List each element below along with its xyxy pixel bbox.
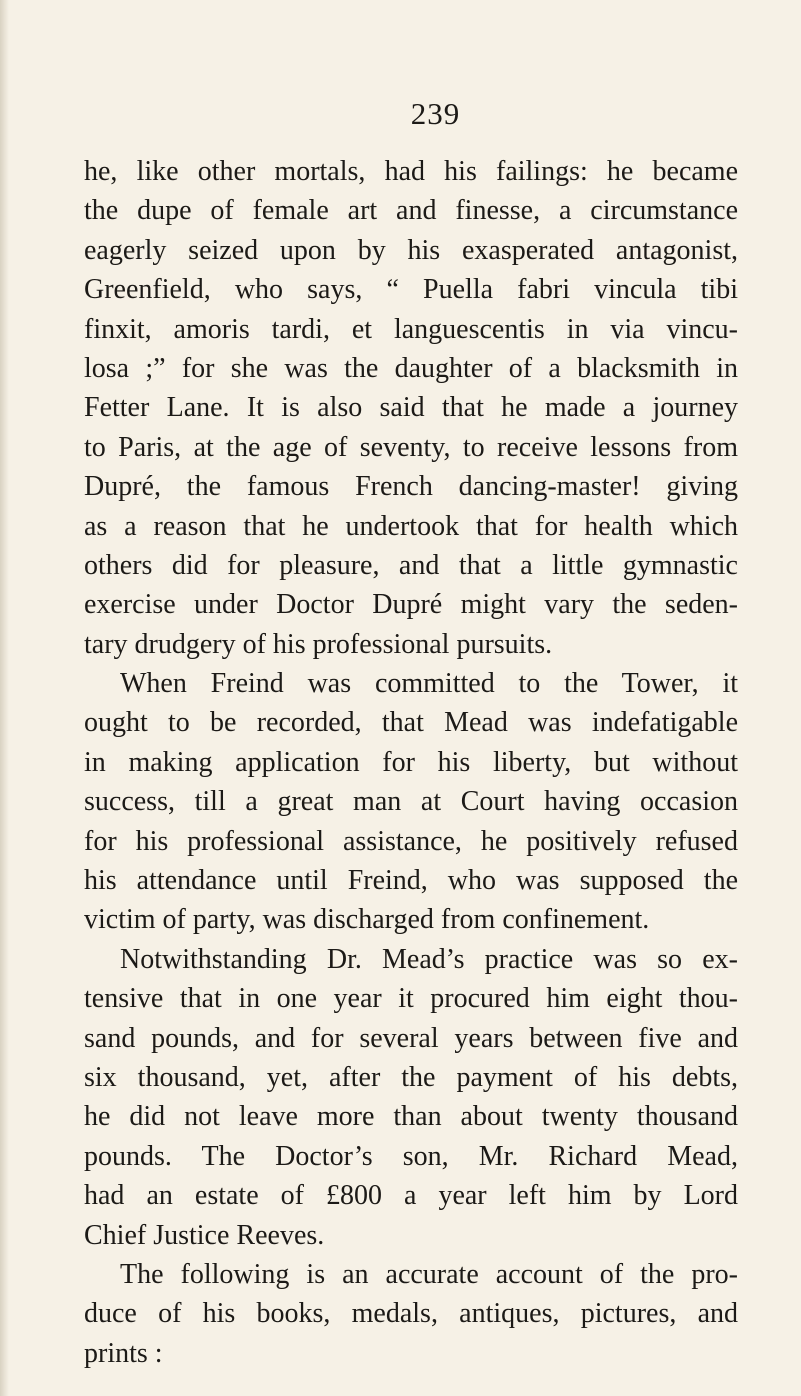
text-line: Notwithstanding Dr. Mead’s practice was so ex- — [120, 943, 738, 975]
text-line: others did for pleasure, and that a little gymnastic — [84, 549, 738, 581]
text-line: six thousand, yet, after the payment of his debts, — [84, 1061, 738, 1093]
text-line: losa ;” for she was the daughter of a blacksmith in — [84, 352, 738, 384]
text-line: had an estate of £800 a year left him by Lord — [84, 1180, 738, 1212]
text-line: as a reason that he undertook that for health which — [84, 510, 738, 542]
text-line: he did not leave more than about twenty thousand — [84, 1101, 738, 1133]
text-line: When Freind was committed to the Tower, it — [120, 668, 738, 700]
text-line: prints : — [84, 1337, 163, 1369]
text-line: Dupré, the famous French dancing-master! giving — [84, 471, 738, 503]
text-line: duce of his books, medals, antiques, pictures, and — [84, 1298, 738, 1330]
text-line: the dupe of female art and finesse, a circumstance — [84, 195, 738, 227]
text-line: his attendance until Freind, who was supposed the — [84, 865, 738, 897]
text-line: to Paris, at the age of seventy, to receive lessons from — [84, 431, 738, 463]
text-line: sand pounds, and for several years between five and — [84, 1022, 738, 1054]
text-line: ought to be recorded, that Mead was indefatigable — [84, 707, 738, 739]
text-line: exercise under Doctor Dupré might vary the seden- — [84, 589, 738, 621]
text-line: tensive that in one year it procured him eight thou- — [84, 983, 738, 1015]
text-line: he, like other mortals, had his failings: he became — [84, 156, 738, 187]
text-line: tary drudgery of his professional pursuits. — [84, 628, 553, 660]
page-edge-shadow — [0, 0, 9, 1396]
text-line: Chief Justice Reeves. — [84, 1219, 325, 1251]
text-line: Greenfield, who says, “ Puella fabri vincula tibi — [84, 274, 738, 306]
text-line: for his professional assistance, he positively refused — [84, 825, 738, 857]
text-line: finxit, amoris tardi, et languescentis in via vincu- — [84, 313, 738, 345]
text-line: victim of party, was discharged from confinement. — [84, 904, 650, 936]
text-line: eagerly seized upon by his exasperated antagonist, — [84, 234, 738, 266]
page-number: 239 — [410, 96, 461, 131]
text-line: success, till a great man at Court having occasion — [84, 786, 738, 818]
text-line: pounds. The Doctor’s son, Mr. Richard Mead, — [84, 1140, 738, 1172]
text-line: in making application for his liberty, but without — [84, 746, 738, 778]
text-line: Fetter Lane. It is also said that he made a journey — [84, 392, 738, 424]
body-text — [84, 152, 738, 1373]
text-line: The following is an accurate account of the pro- — [120, 1258, 738, 1290]
